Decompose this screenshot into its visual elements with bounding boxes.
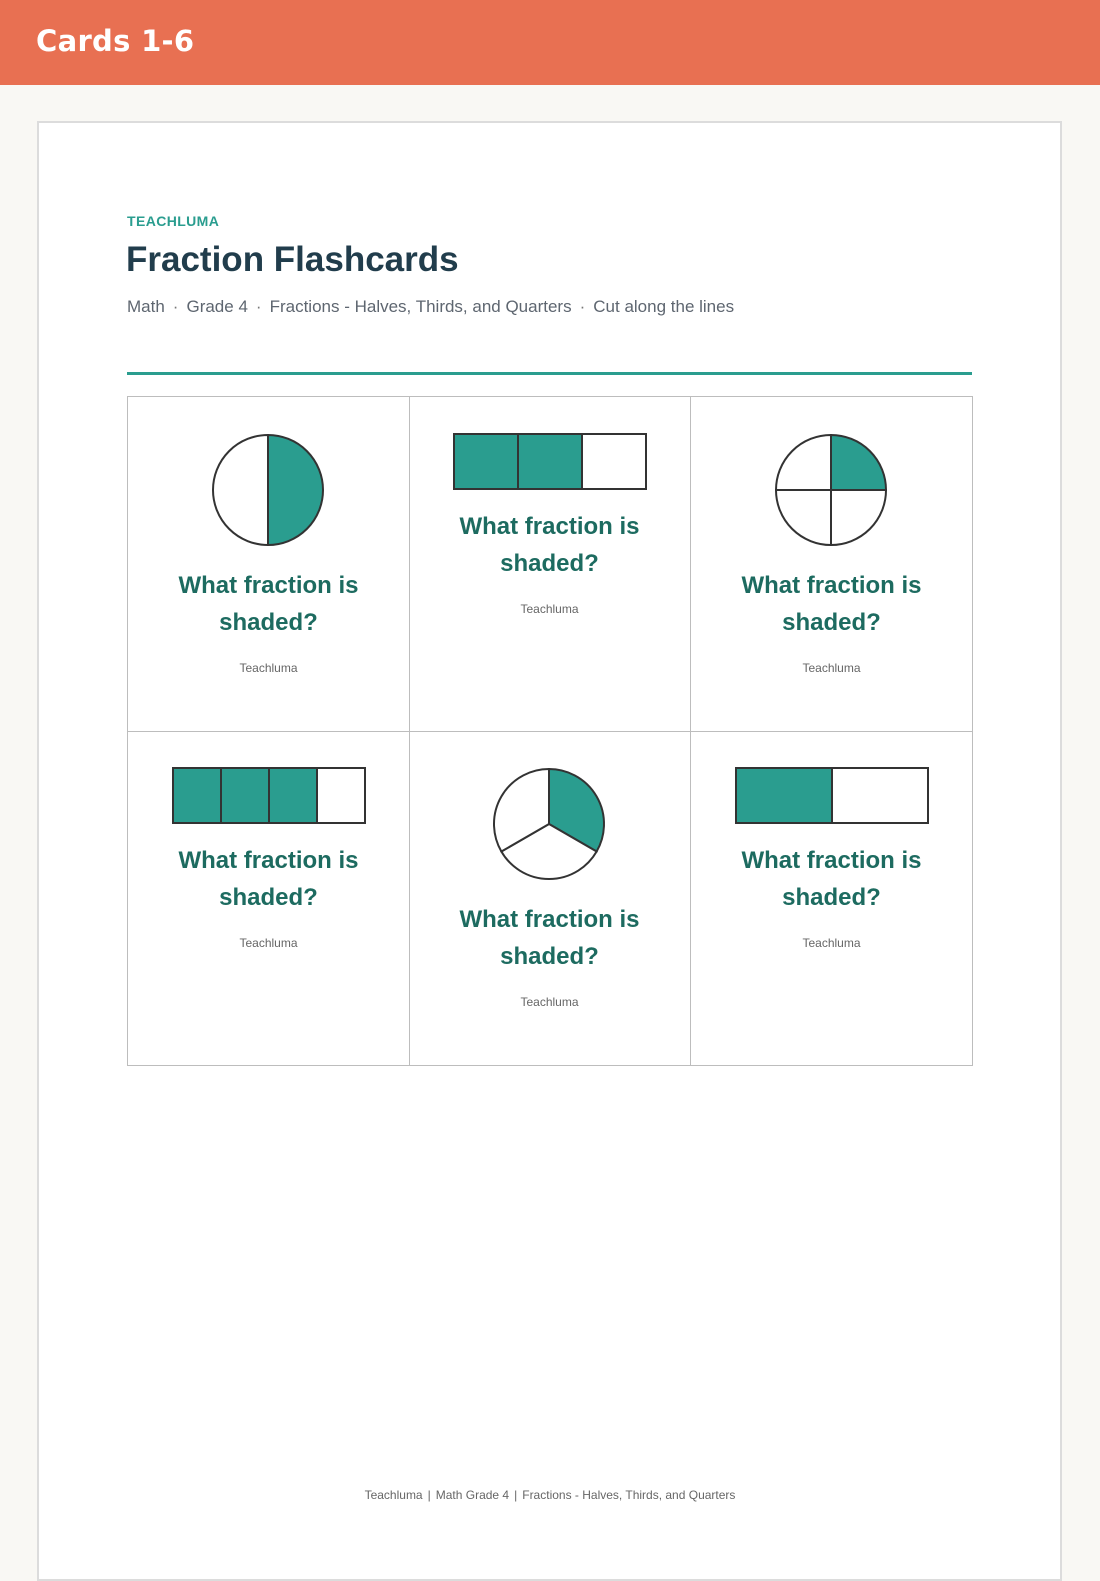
unshaded-sector	[213, 435, 268, 545]
unshaded-sector	[776, 490, 831, 545]
unshaded-segment	[832, 768, 928, 823]
flashcard	[691, 397, 973, 732]
fraction-figure	[172, 767, 366, 824]
fraction-figure	[211, 433, 325, 547]
fraction-figure	[735, 767, 929, 824]
shaded-sector	[831, 435, 886, 490]
shaded-segment	[173, 768, 221, 823]
shaded-sector	[268, 435, 323, 545]
unshaded-segment	[582, 434, 646, 489]
meta-grade: Grade 4	[186, 297, 248, 316]
meta-separator: ·	[172, 297, 179, 316]
header-divider	[127, 372, 972, 375]
unshaded-segment	[317, 768, 365, 823]
card-question: What fraction is shaded?	[459, 906, 640, 970]
meta-topic: Fractions - Halves, Thirds, and Quarters	[269, 297, 572, 316]
shaded-segment	[736, 768, 832, 823]
unshaded-sector	[776, 435, 831, 490]
card-credit: Teachluma	[802, 936, 861, 950]
fraction-figure	[774, 433, 888, 547]
card-credit: Teachluma	[239, 661, 298, 675]
banner-title: Cards 1-6	[36, 24, 195, 58]
card-question: What fraction is shaded?	[741, 847, 922, 911]
meta-separator: ·	[579, 297, 586, 316]
footer-course: Math Grade 4	[435, 1488, 510, 1502]
banner	[0, 0, 1100, 85]
card-credit: Teachluma	[520, 602, 579, 616]
card-credit: Teachluma	[520, 995, 579, 1009]
flashcard-grid	[127, 396, 973, 1066]
flashcard	[409, 731, 691, 1066]
footer-separator: |	[427, 1488, 431, 1502]
meta-line	[127, 297, 734, 317]
shaded-segment	[221, 768, 269, 823]
shaded-segment	[518, 434, 582, 489]
meta-subject: Math	[127, 297, 165, 316]
footer-separator: |	[514, 1488, 518, 1502]
meta-instruction: Cut along the lines	[593, 297, 735, 316]
unshaded-sector	[831, 490, 886, 545]
card-question: What fraction is shaded?	[178, 847, 359, 911]
fraction-figure	[453, 433, 647, 490]
card-question: What fraction is shaded?	[459, 513, 640, 577]
brand-label: TEACHLUMA	[127, 213, 220, 229]
card-question: What fraction is shaded?	[741, 572, 922, 636]
flashcard	[691, 731, 973, 1066]
page-footer	[0, 1488, 1100, 1502]
shaded-segment	[454, 434, 518, 489]
flashcard	[128, 397, 410, 732]
card-question: What fraction is shaded?	[178, 572, 359, 636]
meta-separator: ·	[255, 297, 262, 316]
footer-brand: Teachluma	[364, 1488, 423, 1502]
flashcard	[128, 731, 410, 1066]
fraction-figure	[492, 767, 606, 881]
card-credit: Teachluma	[239, 936, 298, 950]
flashcard	[409, 397, 691, 732]
shaded-segment	[269, 768, 317, 823]
page-title: Fraction Flashcards	[126, 240, 459, 279]
footer-topic: Fractions - Halves, Thirds, and Quarters	[522, 1488, 736, 1502]
card-credit: Teachluma	[802, 661, 861, 675]
